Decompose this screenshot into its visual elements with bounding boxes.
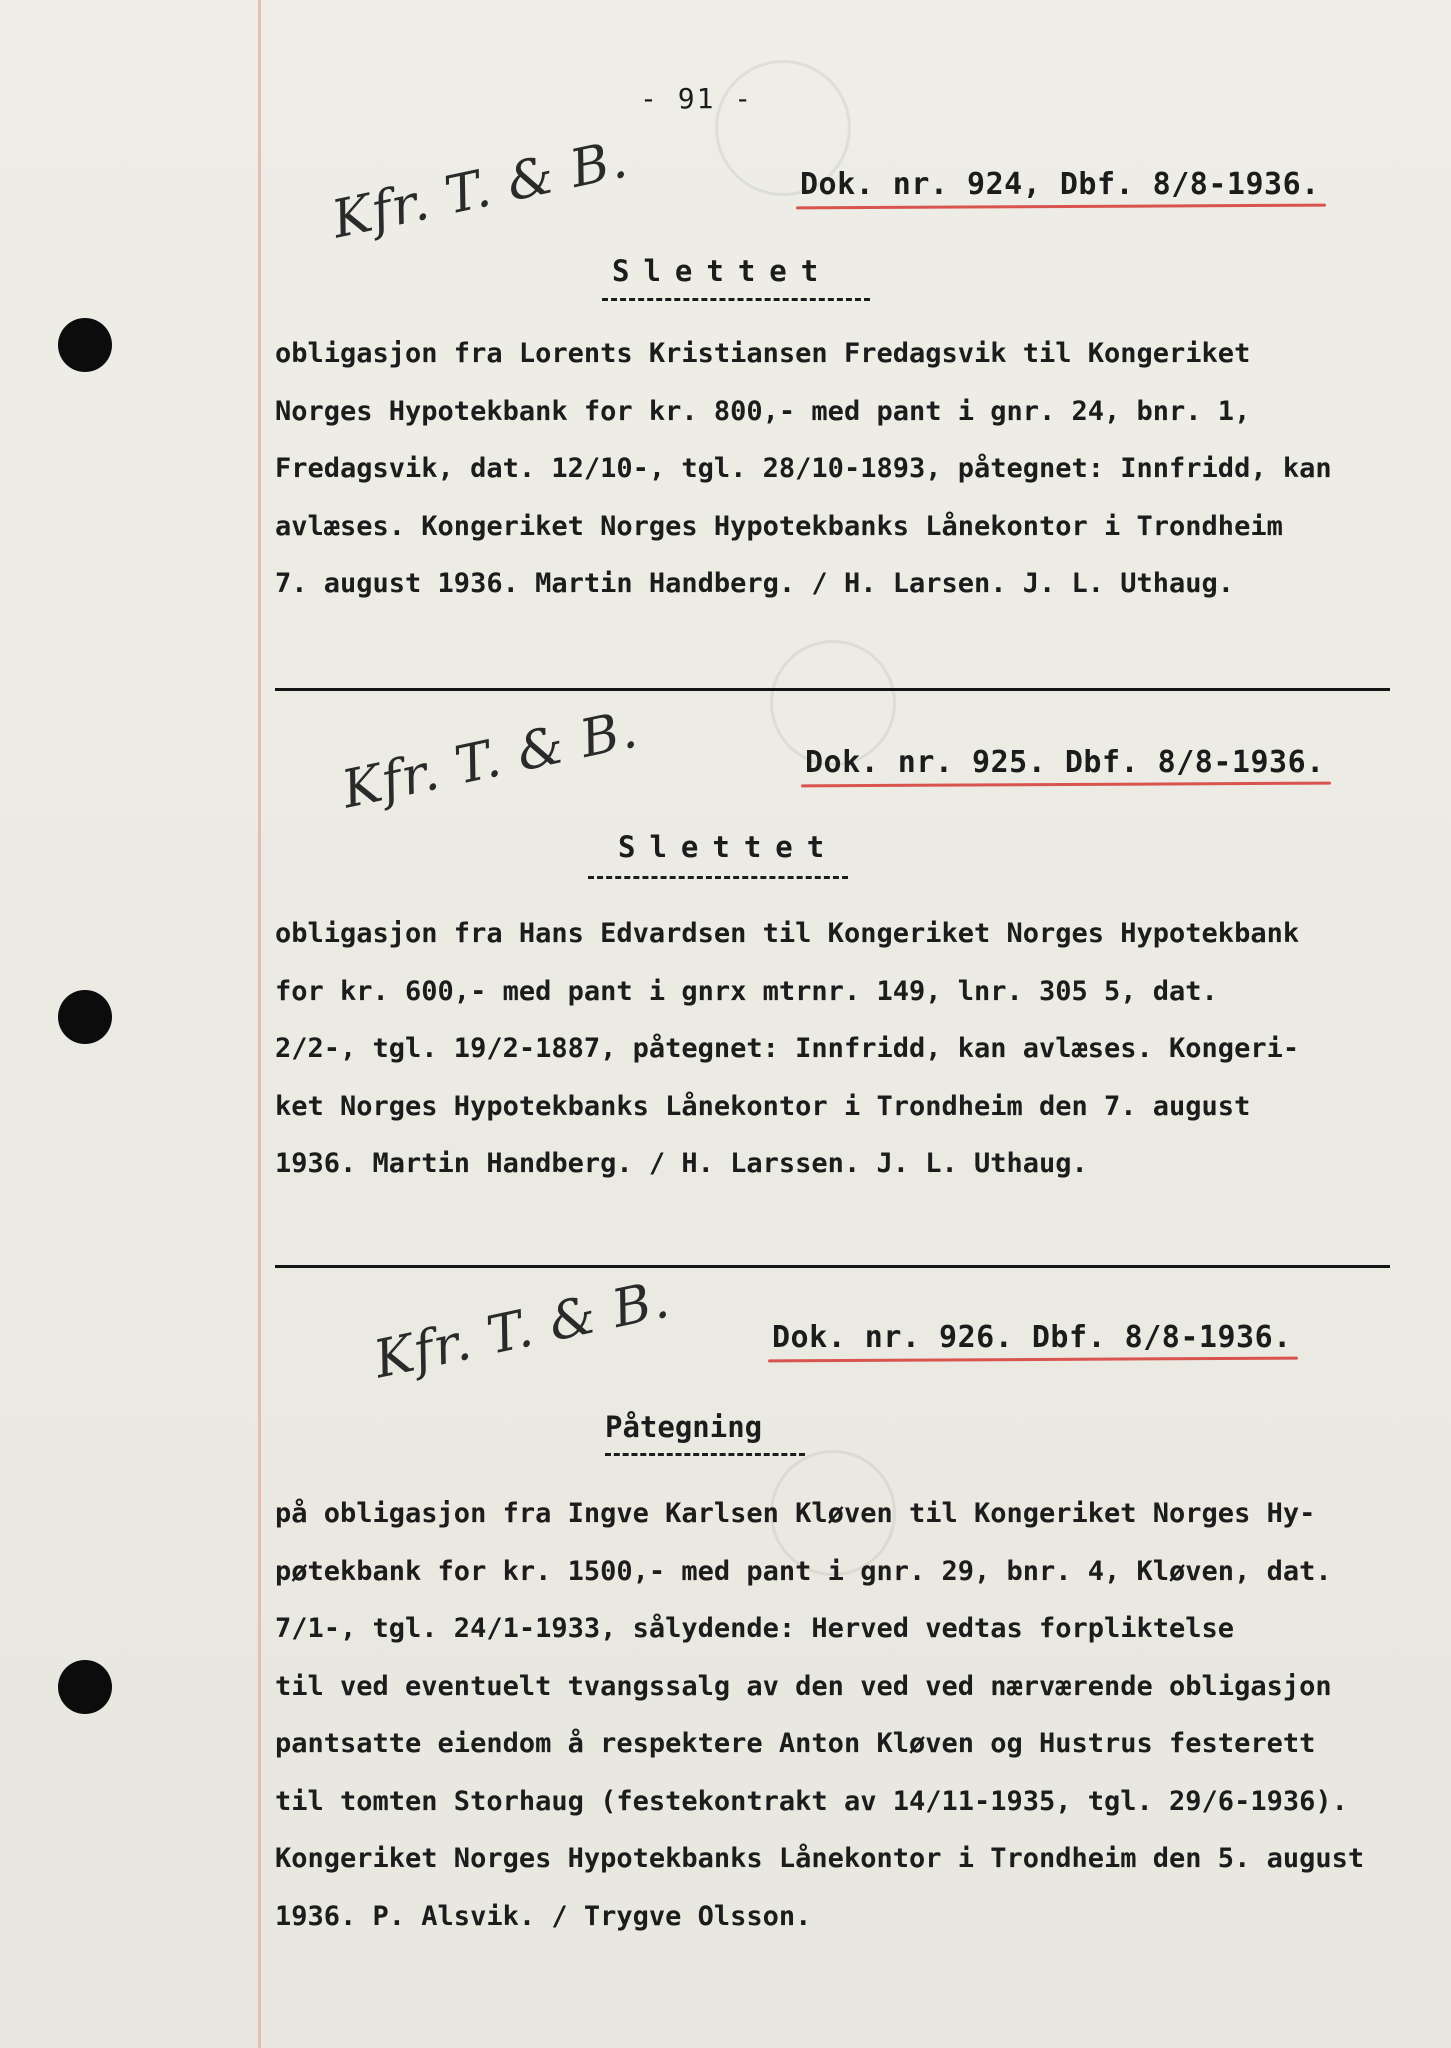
red-underline [801, 782, 1331, 788]
page-number: - 91 - [640, 82, 754, 115]
document-reference [800, 167, 1320, 202]
document-reference-text: Dok. nr. 926. Dbf. 8/8-1936. [772, 1320, 1292, 1355]
heading-underline [602, 298, 870, 301]
heading-underline [605, 1453, 805, 1456]
binder-hole-middle [58, 990, 112, 1044]
document-reference [772, 1320, 1292, 1355]
handwritten-annotation: Kfr. T. & B. [337, 699, 643, 821]
binder-hole-bottom [58, 1660, 112, 1714]
text-line: Fredagsvik, dat. 12/10-, tgl. 28/10-1893, påtegnet: Innfridd, kan [275, 453, 1332, 484]
text-line: pantsatte eiendom å respektere Anton Kløven og Hustrus festerett [275, 1728, 1316, 1759]
text-line: 2/2-, tgl. 19/2-1887, påtegnet: Innfridd, kan avlæses. Kongeri- [275, 1033, 1300, 1064]
text-line: 1936. P. Alsvik. / Trygve Olsson. [275, 1900, 812, 1932]
section-heading: Slettet [618, 830, 839, 864]
text-line: 7/1-, tgl. 24/1-1933, sålydende: Herved vedtas forpliktelse [275, 1613, 1235, 1644]
red-underline [796, 204, 1326, 210]
text-line: til tomten Storhaug (festekontrakt av 14/11-1935, tgl. 29/6-1936). [275, 1785, 1348, 1817]
text-line: avlæses. Kongeriket Norges Hypotekbanks Lånekontor i Trondheim [275, 510, 1283, 542]
heading-underline [588, 876, 848, 879]
text-line: 7. august 1936. Martin Handberg. / H. Larsen. J. L. Uthaug. [275, 568, 1235, 599]
section-divider [275, 1265, 1390, 1268]
text-line: obligasjon fra Hans Edvardsen til Kongeriket Norges Hypotekbank [275, 918, 1300, 949]
handwritten-annotation: Kfr. T. & B. [327, 129, 633, 251]
section-divider [275, 688, 1390, 691]
text-line: 1936. Martin Handberg. / H. Larssen. J. L. Uthaug. [275, 1148, 1088, 1179]
text-line: Norges Hypotekbank for kr. 800,- med pant i gnr. 24, bnr. 1, [275, 395, 1251, 427]
margin-line [258, 0, 261, 2048]
text-line: ket Norges Hypotekbanks Lånekontor i Trondheim den 7. august [275, 1090, 1251, 1122]
section-heading: Slettet [612, 254, 833, 288]
text-line: på obligasjon fra Ingve Karlsen Kløven til Kongeriket Norges Hy- [275, 1498, 1316, 1529]
document-reference-text: Dok. nr. 925. Dbf. 8/8-1936. [805, 745, 1325, 780]
document-reference-text: Dok. nr. 924, Dbf. 8/8-1936. [800, 167, 1320, 202]
binder-hole-top [58, 318, 112, 372]
text-line: til ved eventuelt tvangssalg av den ved ved nærværende obligasjon [275, 1670, 1332, 1702]
red-underline [768, 1357, 1298, 1363]
text-line: for kr. 600,- med pant i gnrx mtrnr. 149, lnr. 305 5, dat. [275, 975, 1218, 1007]
entry-text [275, 905, 1425, 1193]
text-line: Kongeriket Norges Hypotekbanks Lånekontor i Trondheim den 5. august [275, 1843, 1365, 1874]
text-line: pøtekbank for kr. 1500,- med pant i gnr. 29, bnr. 4, Kløven, dat. [275, 1555, 1332, 1587]
entry-text [275, 325, 1425, 613]
document-reference [805, 745, 1325, 780]
section-heading: Påtegning [605, 1410, 763, 1444]
entry-text [275, 1485, 1425, 1945]
handwritten-annotation: Kfr. T. & B. [369, 1269, 675, 1391]
text-line: obligasjon fra Lorents Kristiansen Fredagsvik til Kongeriket [275, 338, 1251, 369]
